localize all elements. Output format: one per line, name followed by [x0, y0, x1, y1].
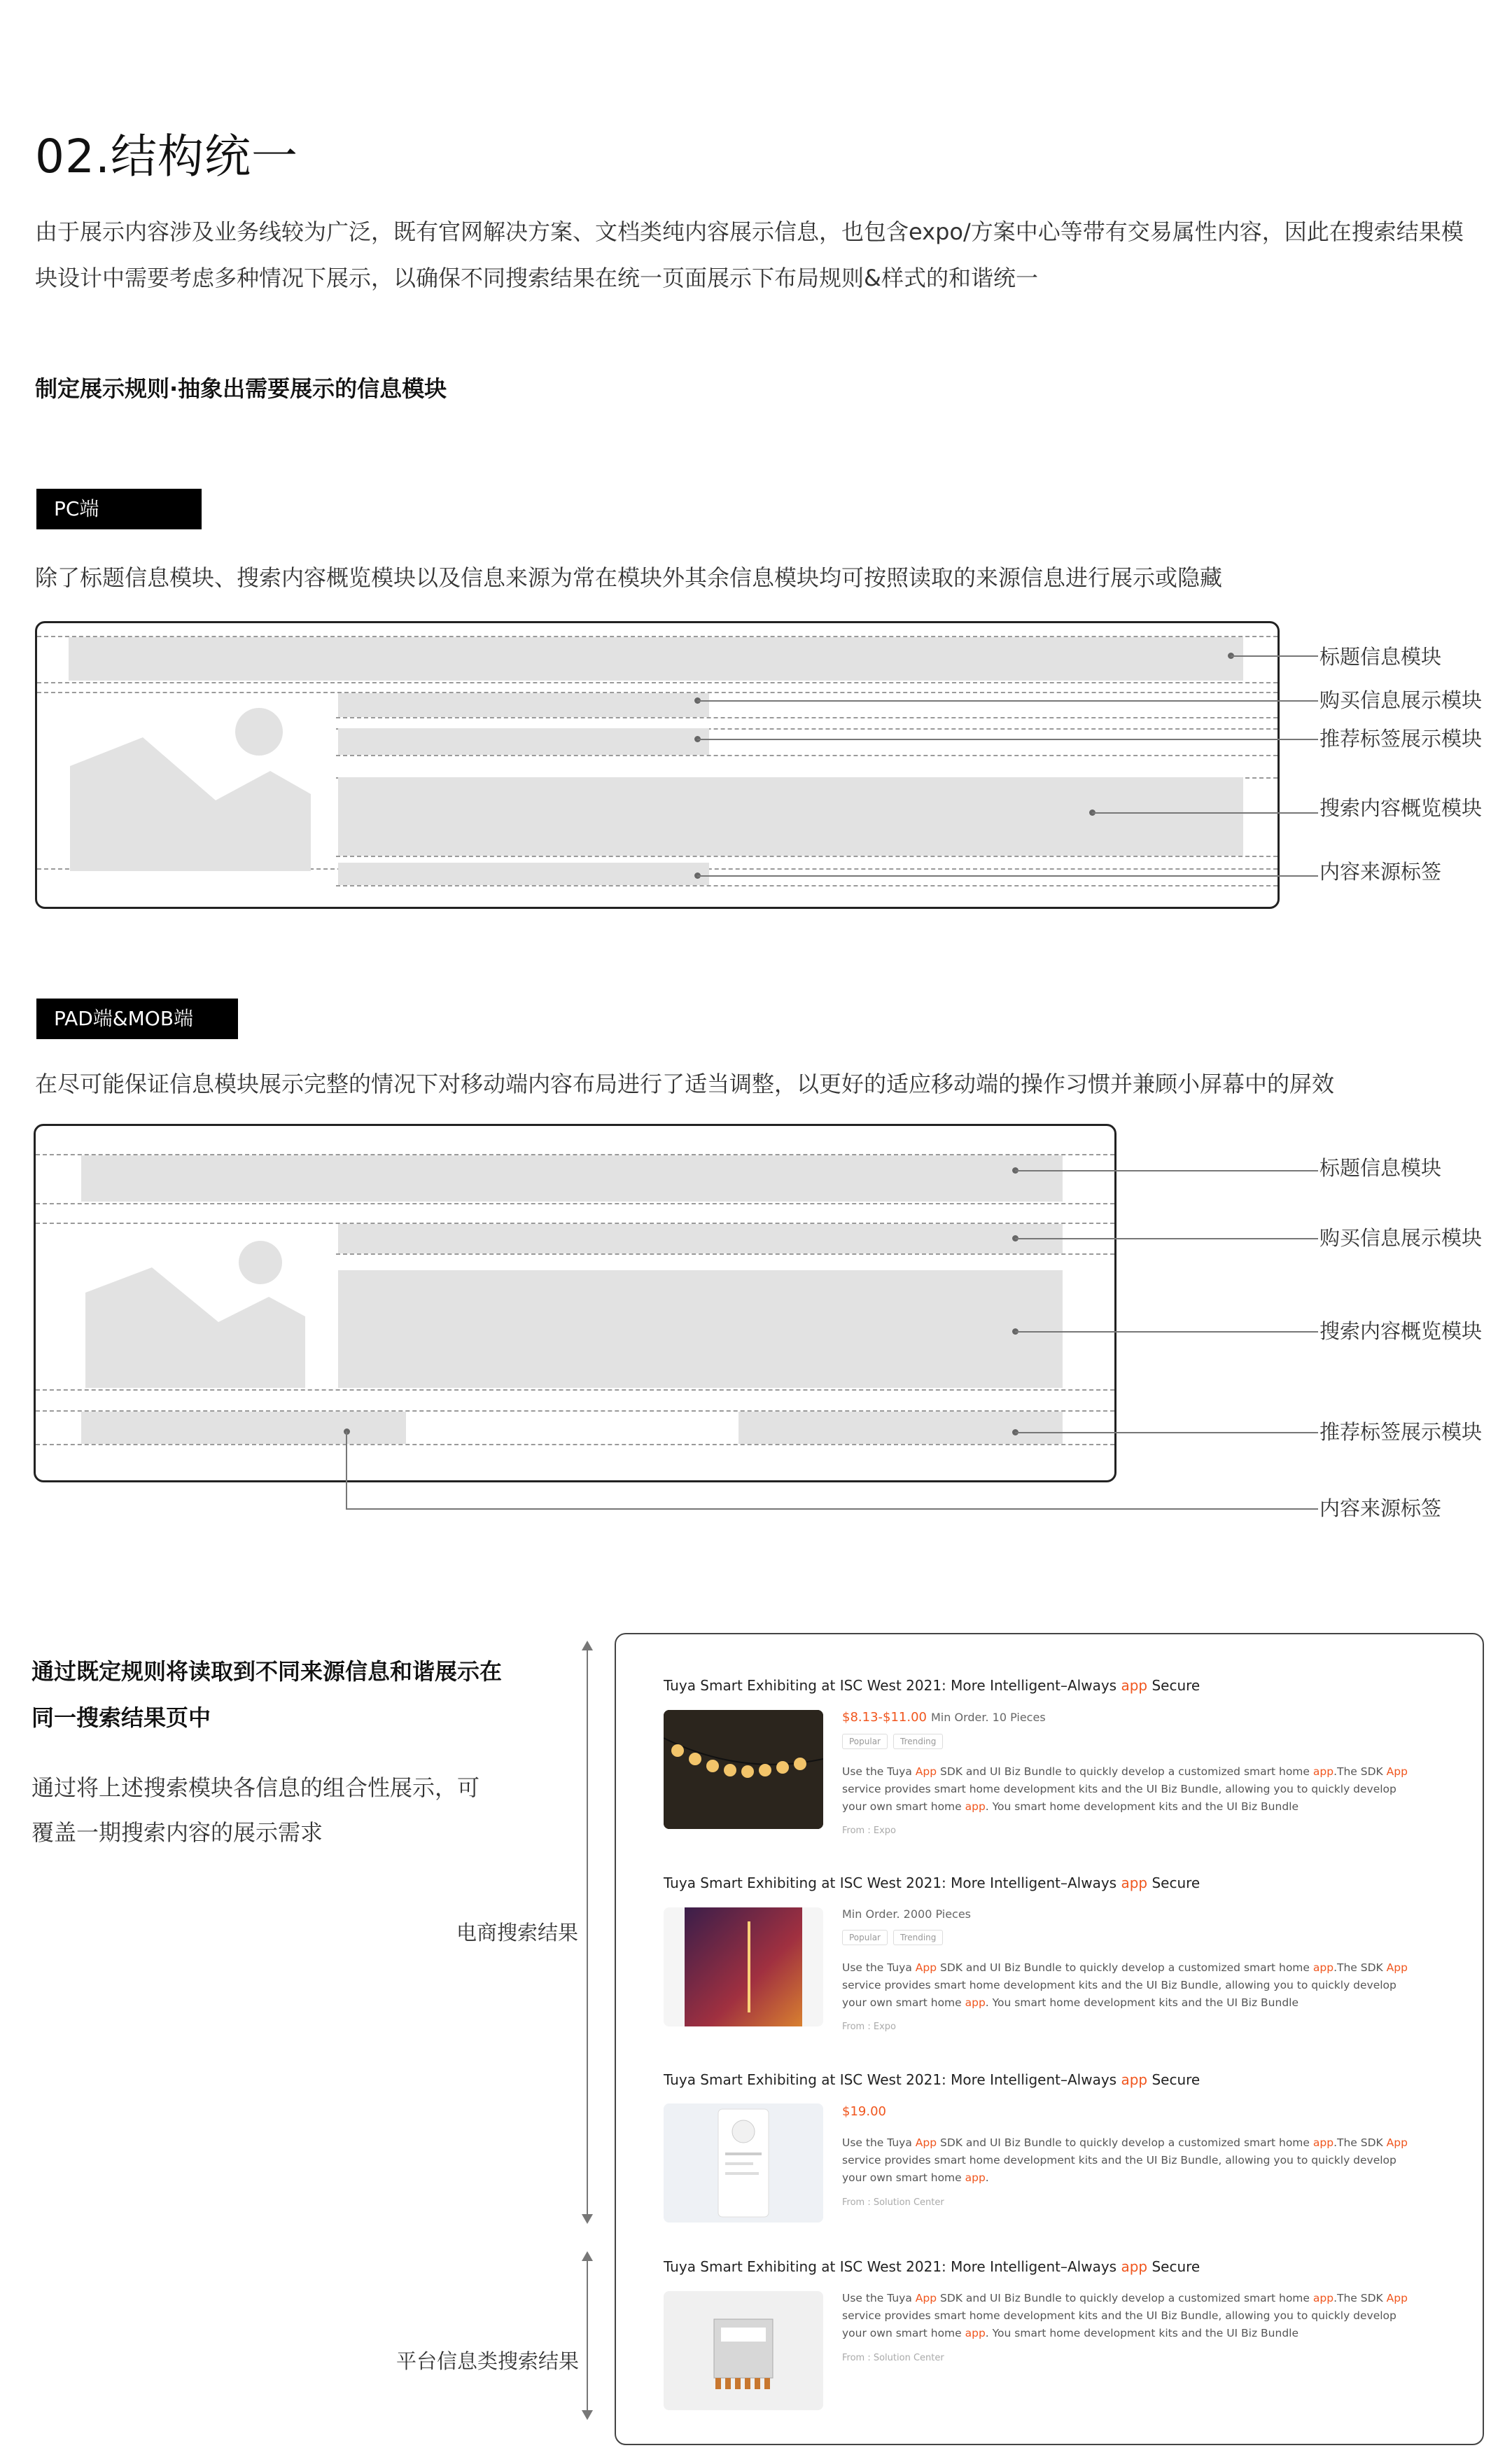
product-thumbnail[interactable]: [664, 2103, 823, 2223]
pc-guide-line: [37, 682, 1278, 683]
intro-paragraph: 由于展示内容涉及业务线较为广泛，既有官网解决方案、文档类纯内容展示信息，也包含expo/方案中心等带有交易属性内容，因此在搜索结果模块设计中需要考虑多种情况下展示，以确保不同搜索结果在统一页面展示下布局规则&样式的和谐统一: [35, 218, 1464, 291]
app-screens-image: [664, 2103, 823, 2223]
example-heading-line1: 通过既定规则将读取到不同来源信息和谐展示在: [31, 1658, 503, 1685]
mob-guide-line: [36, 1444, 1114, 1445]
ecommerce-bracket: [587, 1646, 588, 2220]
result-card[interactable]: [664, 1677, 1200, 1694]
pc-source-block: [338, 863, 709, 885]
result-title[interactable]: Tuya Smart Exhibiting at ISC West 2021: More Intelligent–Always app Secure: [664, 2071, 1200, 2088]
source-label: From : Solution Center: [842, 2197, 944, 2208]
mob-leader-line: [1015, 1170, 1318, 1171]
recommend-tags: [842, 1734, 948, 1749]
pc-tag: PC端: [36, 489, 202, 529]
min-order: Min Order. 10 Pieces: [931, 1711, 1046, 1724]
module-board-image: [664, 2291, 823, 2410]
result-overview: Use the Tuya App SDK and UI Biz Bundle to quickly develop a customized smart home app.The SDK App service provides smart home development kits and the UI Biz Bundle, allowing you to quickly develop your own smart home app. You smart home development kits and the UI Biz Bundle: [842, 1961, 1408, 2009]
arrow-up-icon: [582, 2251, 593, 2261]
result-title[interactable]: Tuya Smart Exhibiting at ISC West 2021: More Intelligent–Always app Secure: [664, 1875, 1200, 1891]
platform-label: 平台信息类搜索结果: [396, 2349, 580, 2373]
chip-trending[interactable]: Trending: [893, 1930, 943, 1945]
pc-guide-line: [336, 885, 1278, 886]
pc-title-block: [69, 637, 1243, 681]
image-placeholder-icon: [70, 706, 311, 871]
page-title: 02.结构统一: [35, 130, 298, 183]
pc-label-overview: 搜索内容概览模块: [1320, 796, 1483, 820]
pc-label-purchase: 购买信息展示模块: [1320, 688, 1483, 712]
example-sub-line2: 覆盖一期搜索内容的展示需求: [31, 1819, 323, 1846]
mob-purchase-block: [338, 1224, 1063, 1253]
mob-label-source: 内容来源标签: [1320, 1496, 1442, 1520]
pc-description: 除了标题信息模块、搜索内容概览模块以及信息来源为常在模块外其余信息模块均可按照读取的来源信息进行展示或隐藏: [35, 564, 1223, 591]
pc-label-source: 内容来源标签: [1320, 860, 1442, 884]
pc-leader-line: [697, 700, 1318, 702]
result-title[interactable]: Tuya Smart Exhibiting at ISC West 2021: More Intelligent–Always app Secure: [664, 2258, 1200, 2275]
example-sub-line1: 通过将上述搜索模块各信息的组合性展示，可: [31, 1774, 480, 1801]
mob-tag: PAD端&MOB端: [36, 999, 238, 1039]
mob-leader-line: [1015, 1238, 1318, 1239]
pc-label-tags: 推荐标签展示模块: [1320, 727, 1483, 751]
pc-purchase-block: [338, 693, 709, 717]
min-order: Min Order. 2000 Pieces: [842, 1907, 972, 1921]
arrow-down-icon: [582, 2410, 593, 2420]
arrow-down-icon: [582, 2214, 593, 2224]
result-overview: Use the Tuya App SDK and UI Biz Bundle to quickly develop a customized smart home app.The SDK App service provides smart home development kits and the UI Biz Bundle, allowing you to quickly develop your own smart home app.: [842, 2136, 1408, 2184]
floor-lamp-image: [664, 1907, 823, 2026]
mob-source-block: [81, 1412, 406, 1444]
product-thumbnail[interactable]: [664, 2291, 823, 2410]
mob-guide-line: [336, 1253, 1114, 1255]
source-label: From : Expo: [842, 2022, 896, 2032]
pc-leader-line: [1092, 812, 1318, 814]
mob-title-block: [81, 1155, 1063, 1202]
string-lights-image: [664, 1710, 823, 1829]
mob-leader-line: [1015, 1331, 1318, 1333]
mob-label-tags: 推荐标签展示模块: [1320, 1420, 1483, 1444]
result-overview: Use the Tuya App SDK and UI Biz Bundle to quickly develop a customized smart home app.The SDK App service provides smart home development kits and the UI Biz Bundle, allowing you to quickly develop your own smart home app. You smart home development kits and the UI Biz Bundle: [842, 2292, 1408, 2339]
pc-leader-line: [697, 739, 1318, 740]
pc-overview-block: [338, 777, 1243, 856]
platform-bracket: [587, 2256, 588, 2416]
product-thumbnail[interactable]: [664, 1907, 823, 2026]
pc-label-title: 标题信息模块: [1320, 645, 1442, 669]
pc-guide-line: [336, 717, 1278, 718]
pc-tags-block: [338, 728, 709, 755]
image-placeholder-icon: [85, 1239, 305, 1388]
arrow-up-icon: [582, 1641, 593, 1650]
mob-label-overview: 搜索内容概览模块: [1320, 1319, 1483, 1343]
mob-overview-block: [338, 1270, 1063, 1388]
source-label: From : Expo: [842, 1825, 896, 1836]
pc-leader-line: [1231, 655, 1318, 657]
price: $19.00: [842, 2104, 886, 2119]
chip-popular[interactable]: Popular: [842, 1930, 888, 1945]
price: $8.13-$11.00: [842, 1710, 927, 1725]
ecommerce-label: 电商搜索结果: [456, 1921, 579, 1945]
chip-trending[interactable]: Trending: [893, 1734, 943, 1749]
mob-description: 在尽可能保证信息模块展示完整的情况下对移动端内容布局进行了适当调整，以更好的适应移动端的操作习惯并兼顾小屏幕中的屏效: [35, 1071, 1335, 1097]
product-thumbnail[interactable]: [664, 1710, 823, 1829]
source-label: From : Solution Center: [842, 2353, 944, 2363]
mob-guide-line: [36, 1203, 1114, 1204]
mob-leader-line: [1015, 1432, 1318, 1433]
mob-label-purchase: 购买信息展示模块: [1320, 1226, 1483, 1250]
mob-label-title: 标题信息模块: [1320, 1156, 1442, 1180]
pc-guide-line: [336, 755, 1278, 756]
result-title[interactable]: Tuya Smart Exhibiting at ISC West 2021: More Intelligent–Always app Secure: [664, 1677, 1200, 1694]
mob-tags-block: [738, 1412, 1063, 1444]
chip-popular[interactable]: Popular: [842, 1734, 888, 1749]
rule-heading: 制定展示规则·抽象出需要展示的信息模块: [35, 375, 447, 402]
result-overview: Use the Tuya App SDK and UI Biz Bundle to quickly develop a customized smart home app.The SDK App service provides smart home development kits and the UI Biz Bundle, allowing you to quickly develop your own smart home app. You smart home development kits and the UI Biz Bundle: [842, 1765, 1408, 1813]
pc-leader-line: [697, 875, 1318, 877]
recommend-tags: [842, 1930, 948, 1945]
mob-leader-line: [346, 1431, 347, 1508]
mob-leader-line: [346, 1508, 1318, 1510]
example-heading-line2: 同一搜索结果页中: [31, 1704, 211, 1731]
result-card[interactable]: [664, 1875, 1200, 1891]
result-card[interactable]: [664, 2258, 1200, 2275]
result-card[interactable]: [664, 2071, 1200, 2088]
pc-guide-line: [336, 856, 1278, 857]
mob-guide-line: [36, 1389, 1114, 1391]
